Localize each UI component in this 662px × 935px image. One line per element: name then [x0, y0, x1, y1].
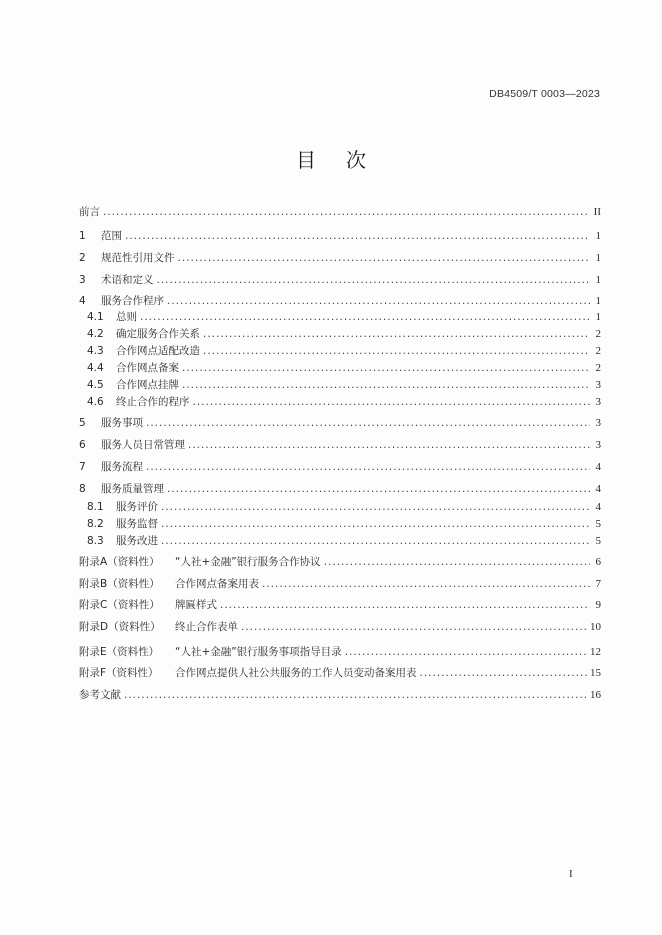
toc-entry[interactable]: [79, 343, 601, 358]
toc-entry-number: 1: [79, 230, 86, 242]
toc-entry-number: 4.4: [87, 362, 104, 374]
toc-leader-dots: [193, 396, 591, 408]
toc-entry-page: 6: [595, 556, 601, 568]
toc-leader-dots: [262, 578, 590, 590]
toc-entry[interactable]: [79, 499, 601, 514]
toc-entry[interactable]: [79, 228, 601, 243]
toc-entry-title: 服务事项: [101, 417, 143, 429]
toc-entry[interactable]: [79, 272, 601, 287]
toc-entry[interactable]: [79, 533, 601, 548]
toc-entry-page: 4: [595, 461, 601, 473]
toc-entry[interactable]: [79, 437, 601, 452]
toc-entry-page: 5: [595, 518, 601, 530]
toc-entry-number: 6: [79, 439, 86, 451]
toc-entry-title: 服务质量管理: [101, 483, 164, 495]
toc-leader-dots: [182, 379, 590, 391]
toc-entry-title: 服务评价: [116, 501, 158, 513]
toc-leader-dots: [420, 667, 588, 679]
toc-entry[interactable]: [79, 204, 601, 219]
toc-entry[interactable]: [79, 597, 601, 612]
toc-entry[interactable]: [79, 576, 601, 591]
toc-entry-page: 2: [595, 345, 601, 357]
toc-entry[interactable]: [79, 377, 601, 392]
toc-leader-dots: [324, 556, 590, 568]
toc-entry-title: 规范性引用文件: [101, 252, 175, 264]
toc-entry-title: “人社+金融”银行服务事项指导目录: [175, 646, 342, 658]
toc-entry-page: 4: [595, 483, 601, 495]
toc-entry-page: 4: [595, 501, 601, 513]
toc-entry-page: 1: [595, 252, 601, 264]
page-number: I: [569, 868, 573, 880]
toc-entry[interactable]: [79, 687, 601, 702]
toc-entry-title: 服务监督: [116, 518, 158, 530]
toc-leader-dots: [345, 646, 587, 658]
toc-entry[interactable]: [79, 481, 601, 496]
toc-entry[interactable]: [79, 665, 601, 680]
toc-entry[interactable]: [79, 415, 601, 430]
toc-entry-number: 附录F（资料性）: [79, 667, 159, 679]
toc-entry-page: 5: [595, 535, 601, 547]
toc-entry-page: 16: [590, 689, 601, 701]
toc-leader-dots: [182, 362, 590, 374]
toc-entry-page: 15: [590, 667, 601, 679]
toc-entry[interactable]: [79, 554, 601, 569]
toc-leader-dots: [188, 439, 590, 451]
toc-entry-title: 合作网点备案用表: [175, 578, 259, 590]
toc-entry-number: 附录D（资料性）: [79, 621, 161, 633]
toc-entry-number: 3: [79, 274, 86, 286]
toc-entry[interactable]: [79, 394, 601, 409]
toc-entry-number: 8.2: [87, 518, 104, 530]
toc-entry-title: 牌匾样式: [175, 599, 217, 611]
toc-entry-number: 8.3: [87, 535, 104, 547]
toc-entry-number: 4.6: [87, 396, 104, 408]
toc-entry-page: 1: [595, 230, 601, 242]
toc-leader-dots: [146, 461, 590, 473]
toc-entry-title: “人社+金融”银行服务合作协议: [175, 556, 321, 568]
toc-leader-dots: [146, 417, 590, 429]
toc-entry[interactable]: [79, 459, 601, 474]
toc-entry-page: II: [593, 206, 601, 218]
toc-entry-page: 3: [595, 417, 601, 429]
toc-entry-page: 2: [595, 328, 601, 340]
toc-entry-page: 3: [595, 379, 601, 391]
toc-entry-number: 附录C（资料性）: [79, 599, 160, 611]
toc-entry-number: 2: [79, 252, 86, 264]
toc-entry-title: 合作网点备案: [116, 362, 179, 374]
toc-entry-title: 服务流程: [101, 461, 143, 473]
toc-entry-title: 范围: [101, 230, 122, 242]
toc-entry-title: 合作网点提供人社公共服务的工作人员变动备案用表: [175, 667, 417, 679]
toc-leader-dots: [125, 230, 590, 242]
toc-entry-page: 9: [595, 599, 601, 611]
toc-entry[interactable]: [79, 326, 601, 341]
page-title: 目次: [296, 148, 396, 172]
toc-entry[interactable]: [79, 360, 601, 375]
toc-leader-dots: [178, 252, 591, 264]
toc-leader-dots: [220, 599, 590, 611]
toc-entry[interactable]: [79, 309, 601, 324]
toc-entry-page: 3: [595, 396, 601, 408]
toc-entry-number: 5: [79, 417, 86, 429]
toc-entry-page: 2: [595, 362, 601, 374]
toc-entry-page: 7: [595, 578, 601, 590]
toc-entry-number: 8: [79, 483, 86, 495]
toc-entry-number: 4.2: [87, 328, 104, 340]
toc-entry-title: 确定服务合作关系: [116, 328, 200, 340]
toc-entry-page: 1: [595, 295, 601, 307]
toc-leader-dots: [103, 206, 590, 218]
toc-entry[interactable]: [79, 644, 601, 659]
toc-entry-number: 4.5: [87, 379, 104, 391]
toc-entry-number: 附录A（资料性）: [79, 556, 160, 568]
toc-entry-title: 合作网点适配改造: [116, 345, 200, 357]
toc-entry-page: 1: [595, 311, 601, 323]
toc-entry-title: 服务改进: [116, 535, 158, 547]
toc-entry[interactable]: [79, 293, 601, 308]
toc-entry-page: 10: [590, 621, 601, 633]
toc-entry-title: 总则: [116, 311, 137, 323]
standard-code: DB4509/T 0003—2023: [489, 88, 600, 100]
toc-entry-number: 附录E（资料性）: [79, 646, 160, 658]
toc-leader-dots: [124, 689, 587, 701]
toc-leader-dots: [161, 518, 590, 530]
toc-entry-number: 8.1: [87, 501, 104, 513]
toc-leader-dots: [241, 621, 587, 633]
toc-leader-dots: [161, 501, 590, 513]
toc-entry[interactable]: [79, 250, 601, 265]
toc-entry-title: 服务合作程序: [101, 295, 164, 307]
toc-leader-dots: [161, 535, 590, 547]
toc-entry-page: 1: [595, 274, 601, 286]
toc-leader-dots: [203, 345, 590, 357]
toc-entry-title: 术语和定义: [101, 274, 154, 286]
toc-entry-title: 合作网点挂牌: [116, 379, 179, 391]
toc-entry-number: 7: [79, 461, 86, 473]
toc-leader-dots: [167, 295, 590, 307]
toc-entry-number: 4.3: [87, 345, 104, 357]
toc-entry-number: 附录B（资料性）: [79, 578, 160, 590]
toc-entry-page: 12: [590, 646, 601, 658]
toc-entry-title: 终止合作的程序: [116, 396, 190, 408]
toc-entry-title: 前言: [79, 206, 100, 218]
toc-entry-title: 参考文献: [79, 689, 121, 701]
toc-leader-dots: [157, 274, 591, 286]
toc-entry[interactable]: [79, 619, 601, 634]
toc-entry-page: 3: [595, 439, 601, 451]
toc-entry-number: 4: [79, 295, 86, 307]
toc-leader-dots: [140, 311, 590, 323]
toc-entry-title: 终止合作表单: [175, 621, 238, 633]
toc-entry[interactable]: [79, 516, 601, 531]
toc-leader-dots: [167, 483, 590, 495]
toc-entry-title: 服务人员日常管理: [101, 439, 185, 451]
toc-leader-dots: [203, 328, 590, 340]
toc-entry-number: 4.1: [87, 311, 104, 323]
